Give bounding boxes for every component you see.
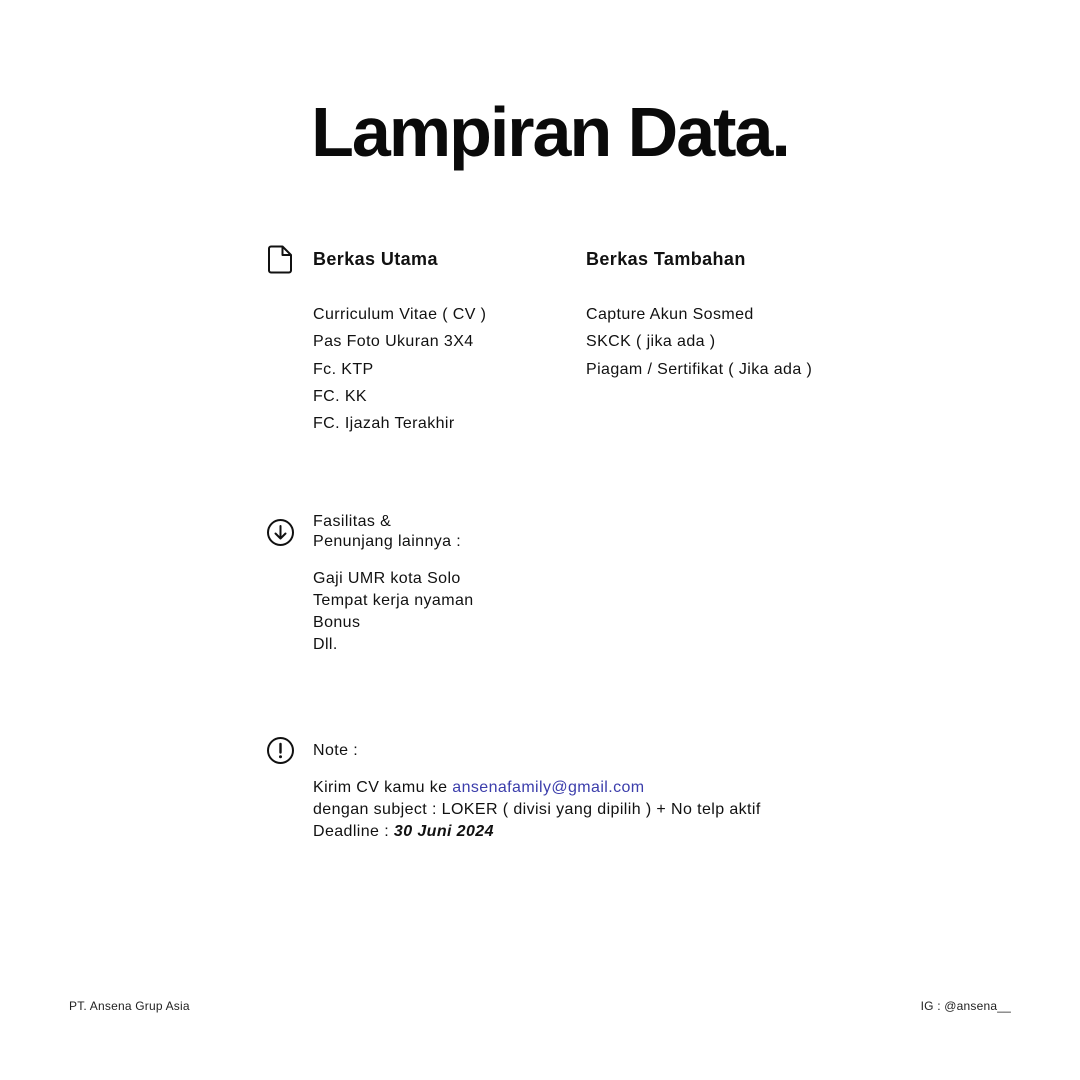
- deadline-label: Deadline :: [313, 823, 394, 840]
- list-item: Dll.: [313, 636, 338, 653]
- footer-company: PT. Ansena Grup Asia: [69, 999, 190, 1013]
- berkas-tambahan-heading: Berkas Tambahan: [586, 249, 746, 269]
- list-item: Gaji UMR kota Solo: [313, 570, 461, 587]
- list-item: Piagam / Sertifikat ( Jika ada ): [586, 360, 813, 378]
- list-item: Bonus: [313, 614, 361, 631]
- note-body: [313, 777, 761, 843]
- fasilitas-heading: [313, 512, 461, 552]
- list-item: Pas Foto Ukuran 3X4: [313, 333, 474, 351]
- note-line-send-cv: [313, 777, 761, 799]
- list-item: Curriculum Vitae ( CV ): [313, 306, 487, 323]
- note-deadline-line: [313, 821, 761, 843]
- email-link[interactable]: ansenafamily@gmail.com: [452, 779, 645, 796]
- list-item: Fc. KTP: [313, 360, 374, 378]
- list-item: Capture Akun Sosmed: [586, 306, 754, 323]
- deadline-value: 30 Juni 2024: [393, 823, 494, 840]
- list-item: SKCK ( jika ada ): [586, 333, 716, 351]
- list-item: FC. Ijazah Terakhir: [313, 415, 455, 433]
- arrow-down-circle-icon: [266, 518, 295, 547]
- fasilitas-heading-line: Penunjang lainnya :: [313, 533, 462, 550]
- alert-circle-icon: [266, 736, 295, 765]
- berkas-utama-heading: Berkas Utama: [313, 249, 438, 269]
- list-item: FC. KK: [313, 387, 367, 405]
- berkas-utama-list: [313, 301, 486, 437]
- file-icon: [268, 245, 293, 274]
- fasilitas-heading-line: Fasilitas &: [313, 513, 392, 530]
- note-heading: Note :: [313, 742, 359, 759]
- footer-instagram: IG : @ansena__: [920, 999, 1011, 1013]
- berkas-tambahan-list: [586, 301, 812, 383]
- fasilitas-list: [313, 568, 474, 656]
- page-title: Lampiran Data.: [311, 93, 789, 171]
- list-item: Tempat kerja nyaman: [313, 592, 474, 609]
- note-subject-line: dengan subject : LOKER ( divisi yang dipilih ) + No telp aktif: [313, 801, 761, 818]
- note-send-cv-text: Kirim CV kamu ke: [313, 779, 453, 796]
